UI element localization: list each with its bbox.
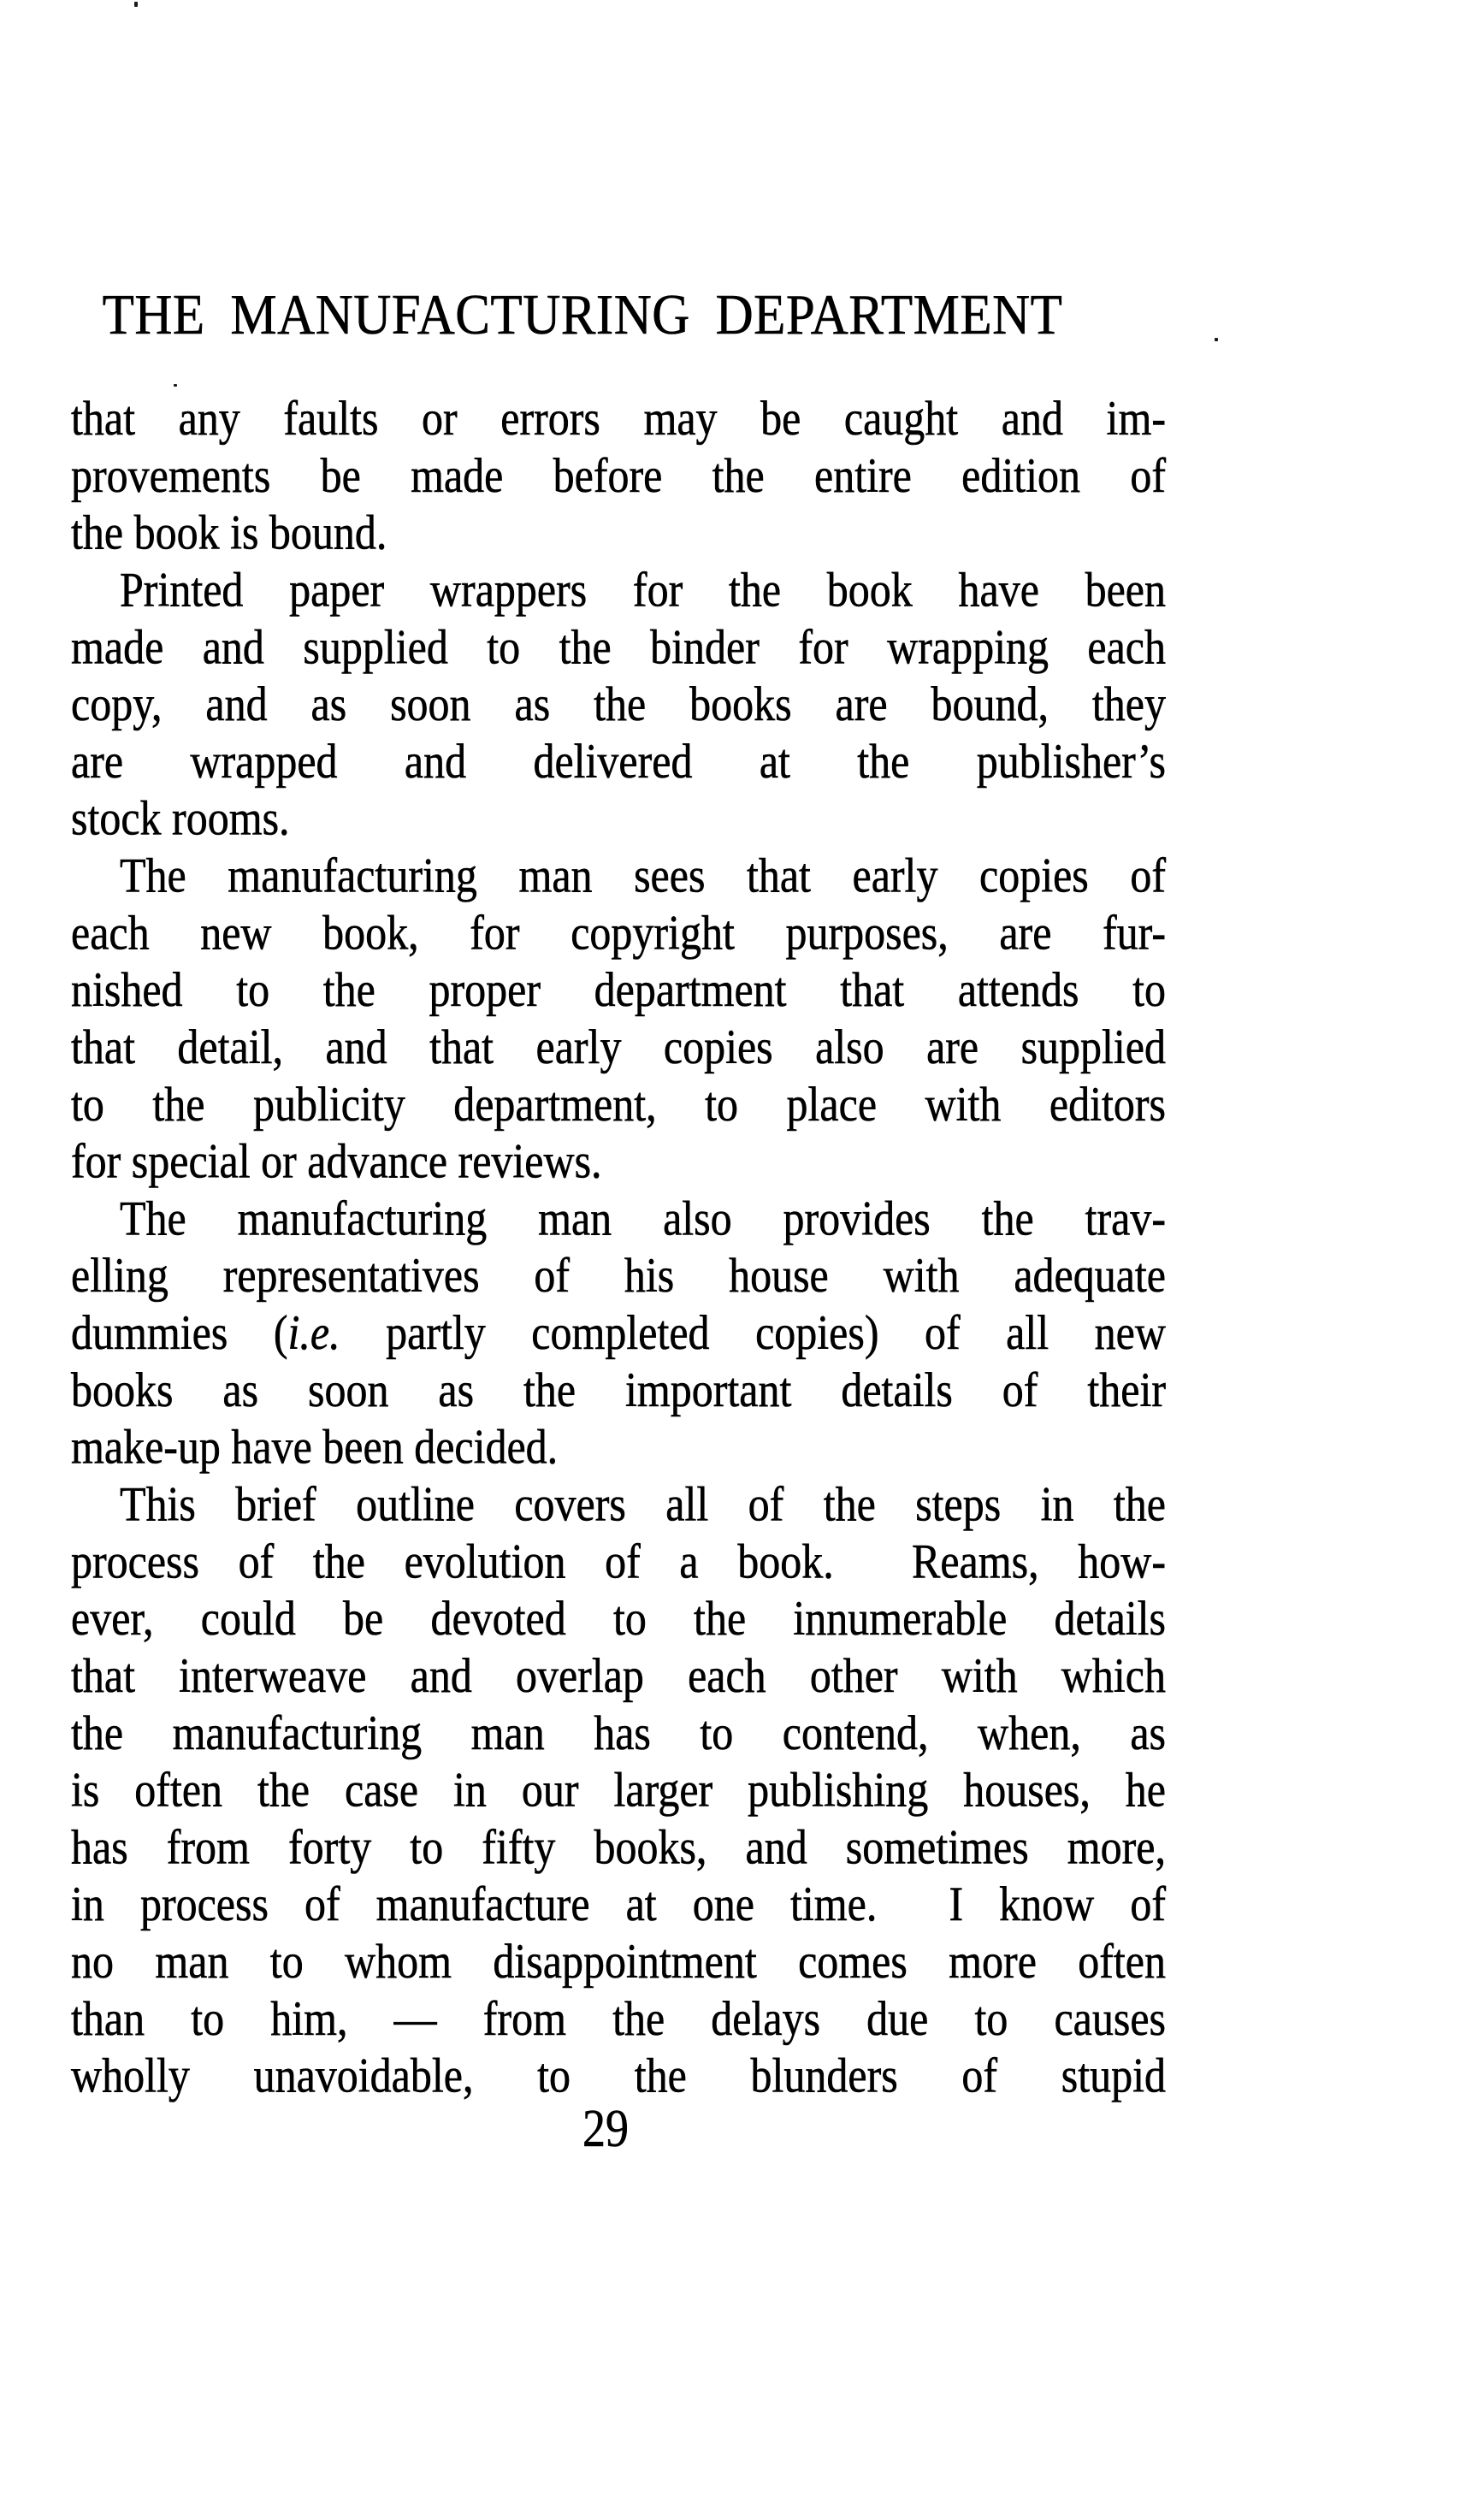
body-text-block [71, 389, 1166, 2103]
text-line: make-up have been decided. [71, 1418, 559, 1475]
text-line: no man to whom disappointment comes more often [71, 1933, 1166, 1989]
text-line: to the publicity department, to place with editors [71, 1075, 1166, 1132]
text-line: books as soon as the important details of their [71, 1362, 1166, 1417]
text-line: the book is bound. [71, 504, 387, 560]
text-line: the manufacturing man has to contend, when, as [71, 1704, 1166, 1760]
text-line: are wrapped and delivered at the publisher’s [71, 733, 1166, 789]
chapter-running-head: THE MANUFACTURING DEPARTMENT [102, 283, 1063, 347]
text-line: The manufacturing man sees that early copies of [120, 847, 1166, 903]
text-line: is often the case in our larger publishing houses, he [71, 1761, 1166, 1818]
text-line: wholly unavoidable, to the blunders of stupid [71, 2047, 1166, 2103]
text-line: elling representatives of his house with adequate [71, 1247, 1166, 1303]
text-line: copy, and as soon as the books are bound, they [71, 676, 1166, 731]
text-line: that interweave and overlap each other with which [71, 1647, 1166, 1703]
text-line: This brief outline covers all of the steps in the [120, 1475, 1166, 1532]
text-line: ever, could be devoted to the innumerable details [71, 1590, 1166, 1646]
text-run: partly completed copies) of all new [340, 1304, 1166, 1360]
text-run-italic: i.e. [287, 1304, 340, 1360]
text-line [71, 1304, 1166, 1361]
scan-artifact-dot [174, 384, 177, 387]
text-line: each new book, for copyright purposes, are fur- [71, 904, 1166, 961]
text-line: that detail, and that early copies also are supplied [71, 1019, 1166, 1074]
scan-artifact-dot [134, 2, 138, 7]
text-line: The manufacturing man also provides the trav- [120, 1190, 1166, 1246]
page-number: 29 [582, 2098, 629, 2158]
text-line: in process of manufacture at one time. I know of [71, 1876, 1166, 1931]
scan-artifact-dot [1215, 338, 1218, 341]
text-line: made and supplied to the binder for wrapping each [71, 618, 1166, 674]
text-line: process of the evolution of a book. Reams, how- [71, 1533, 1166, 1588]
text-line: stock rooms. [71, 789, 290, 846]
text-line: has from forty to fifty books, and sometimes more, [71, 1818, 1166, 1875]
text-line: nished to the proper department that attends to [71, 961, 1166, 1017]
text-line: for special or advance reviews. [71, 1132, 602, 1189]
text-line: that any faults or errors may be caught and im- [71, 390, 1166, 446]
text-line: provements be made before the entire edition of [71, 446, 1166, 503]
text-run: dummies ( [71, 1304, 288, 1360]
text-line: Printed paper wrappers for the book have been [120, 561, 1166, 618]
text-line: than to him, — from the delays due to causes [71, 1990, 1166, 2046]
